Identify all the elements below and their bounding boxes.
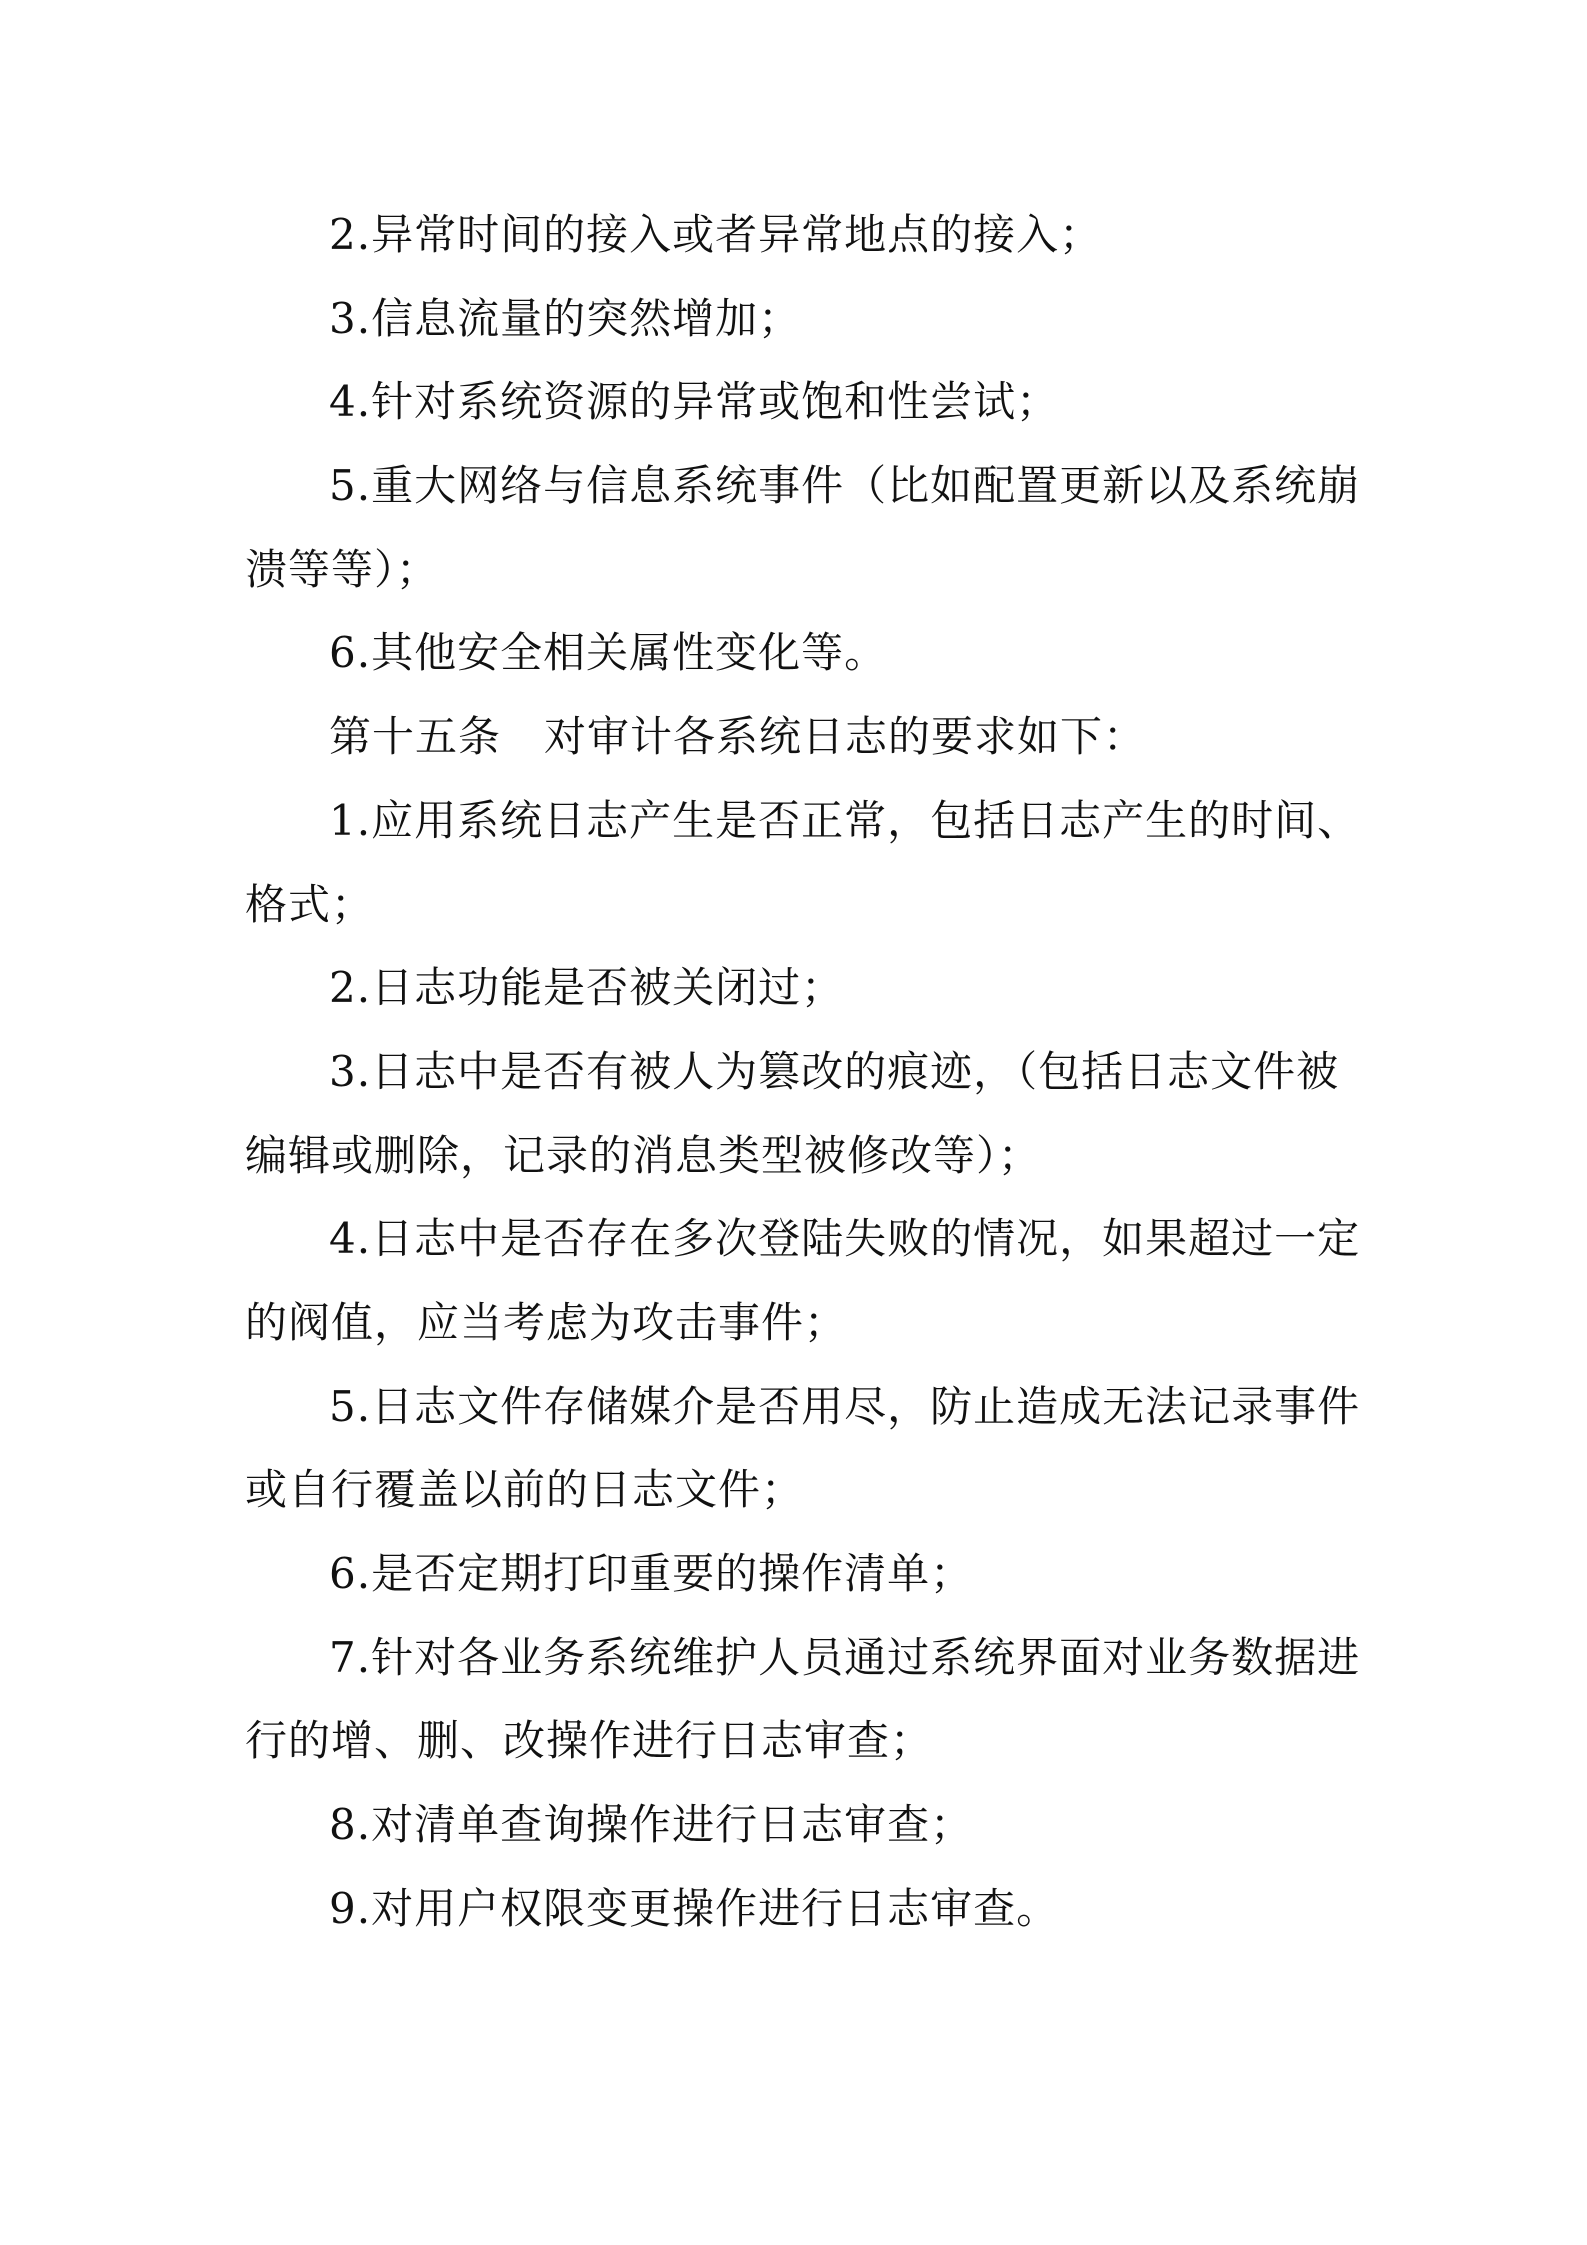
text-line: 4.针对系统资源的异常或饱和性尝试； xyxy=(329,377,1060,427)
text-line: 第十五条 对审计各系统日志的要求如下： xyxy=(329,712,1147,762)
paragraph xyxy=(245,360,1360,444)
paragraph xyxy=(245,695,1360,779)
text-line: 5.日志文件存储媒介是否用尽，防止造成无法记录事件 xyxy=(329,1381,1361,1431)
paragraph xyxy=(245,1616,1360,1783)
text-line: 2.日志功能是否被关闭过； xyxy=(329,963,845,1013)
document-body xyxy=(245,193,1360,1950)
text-line: 9.对用户权限变更操作进行日志审查。 xyxy=(329,1883,1060,1933)
text-line: 8.对清单查询操作进行日志审查； xyxy=(329,1800,974,1850)
text-line: 3.日志中是否有被人为篡改的痕迹，（包括日志文件被 xyxy=(329,1046,1340,1096)
paragraph xyxy=(245,1365,1360,1532)
paragraph xyxy=(245,1783,1360,1867)
text-line: 1.应用系统日志产生是否正常，包括日志产生的时间、 xyxy=(329,795,1361,845)
text-line: 7.针对各业务系统维护人员通过系统界面对业务数据进 xyxy=(329,1632,1361,1682)
text-line: 格式； xyxy=(245,879,375,929)
text-line: 的阀值，应当考虑为攻击事件； xyxy=(245,1297,848,1347)
paragraph xyxy=(245,1030,1360,1197)
paragraph xyxy=(245,946,1360,1030)
text-line: 行的增、删、改操作进行日志审查； xyxy=(245,1716,934,1766)
text-line: 5.重大网络与信息系统事件（比如配置更新以及系统崩 xyxy=(329,461,1361,511)
paragraph xyxy=(245,611,1360,695)
text-line: 3.信息流量的突然增加； xyxy=(329,293,802,343)
paragraph xyxy=(245,277,1360,361)
text-line: 编辑或删除，记录的消息类型被修改等）； xyxy=(245,1130,1042,1180)
text-line: 6.其他安全相关属性变化等。 xyxy=(329,628,888,678)
paragraph xyxy=(245,1532,1360,1616)
paragraph xyxy=(245,1197,1360,1364)
text-line: 或自行覆盖以前的日志文件； xyxy=(245,1465,805,1515)
paragraph xyxy=(245,444,1360,611)
text-line: 6.是否定期打印重要的操作清单； xyxy=(329,1549,974,1598)
paragraph xyxy=(245,779,1360,946)
text-line: 溃等等）； xyxy=(245,544,440,594)
paragraph xyxy=(245,193,1360,277)
text-line: 2.异常时间的接入或者异常地点的接入； xyxy=(329,210,1103,259)
paragraph xyxy=(245,1867,1360,1951)
text-line: 4.日志中是否存在多次登陆失败的情况，如果超过一定 xyxy=(329,1214,1361,1264)
